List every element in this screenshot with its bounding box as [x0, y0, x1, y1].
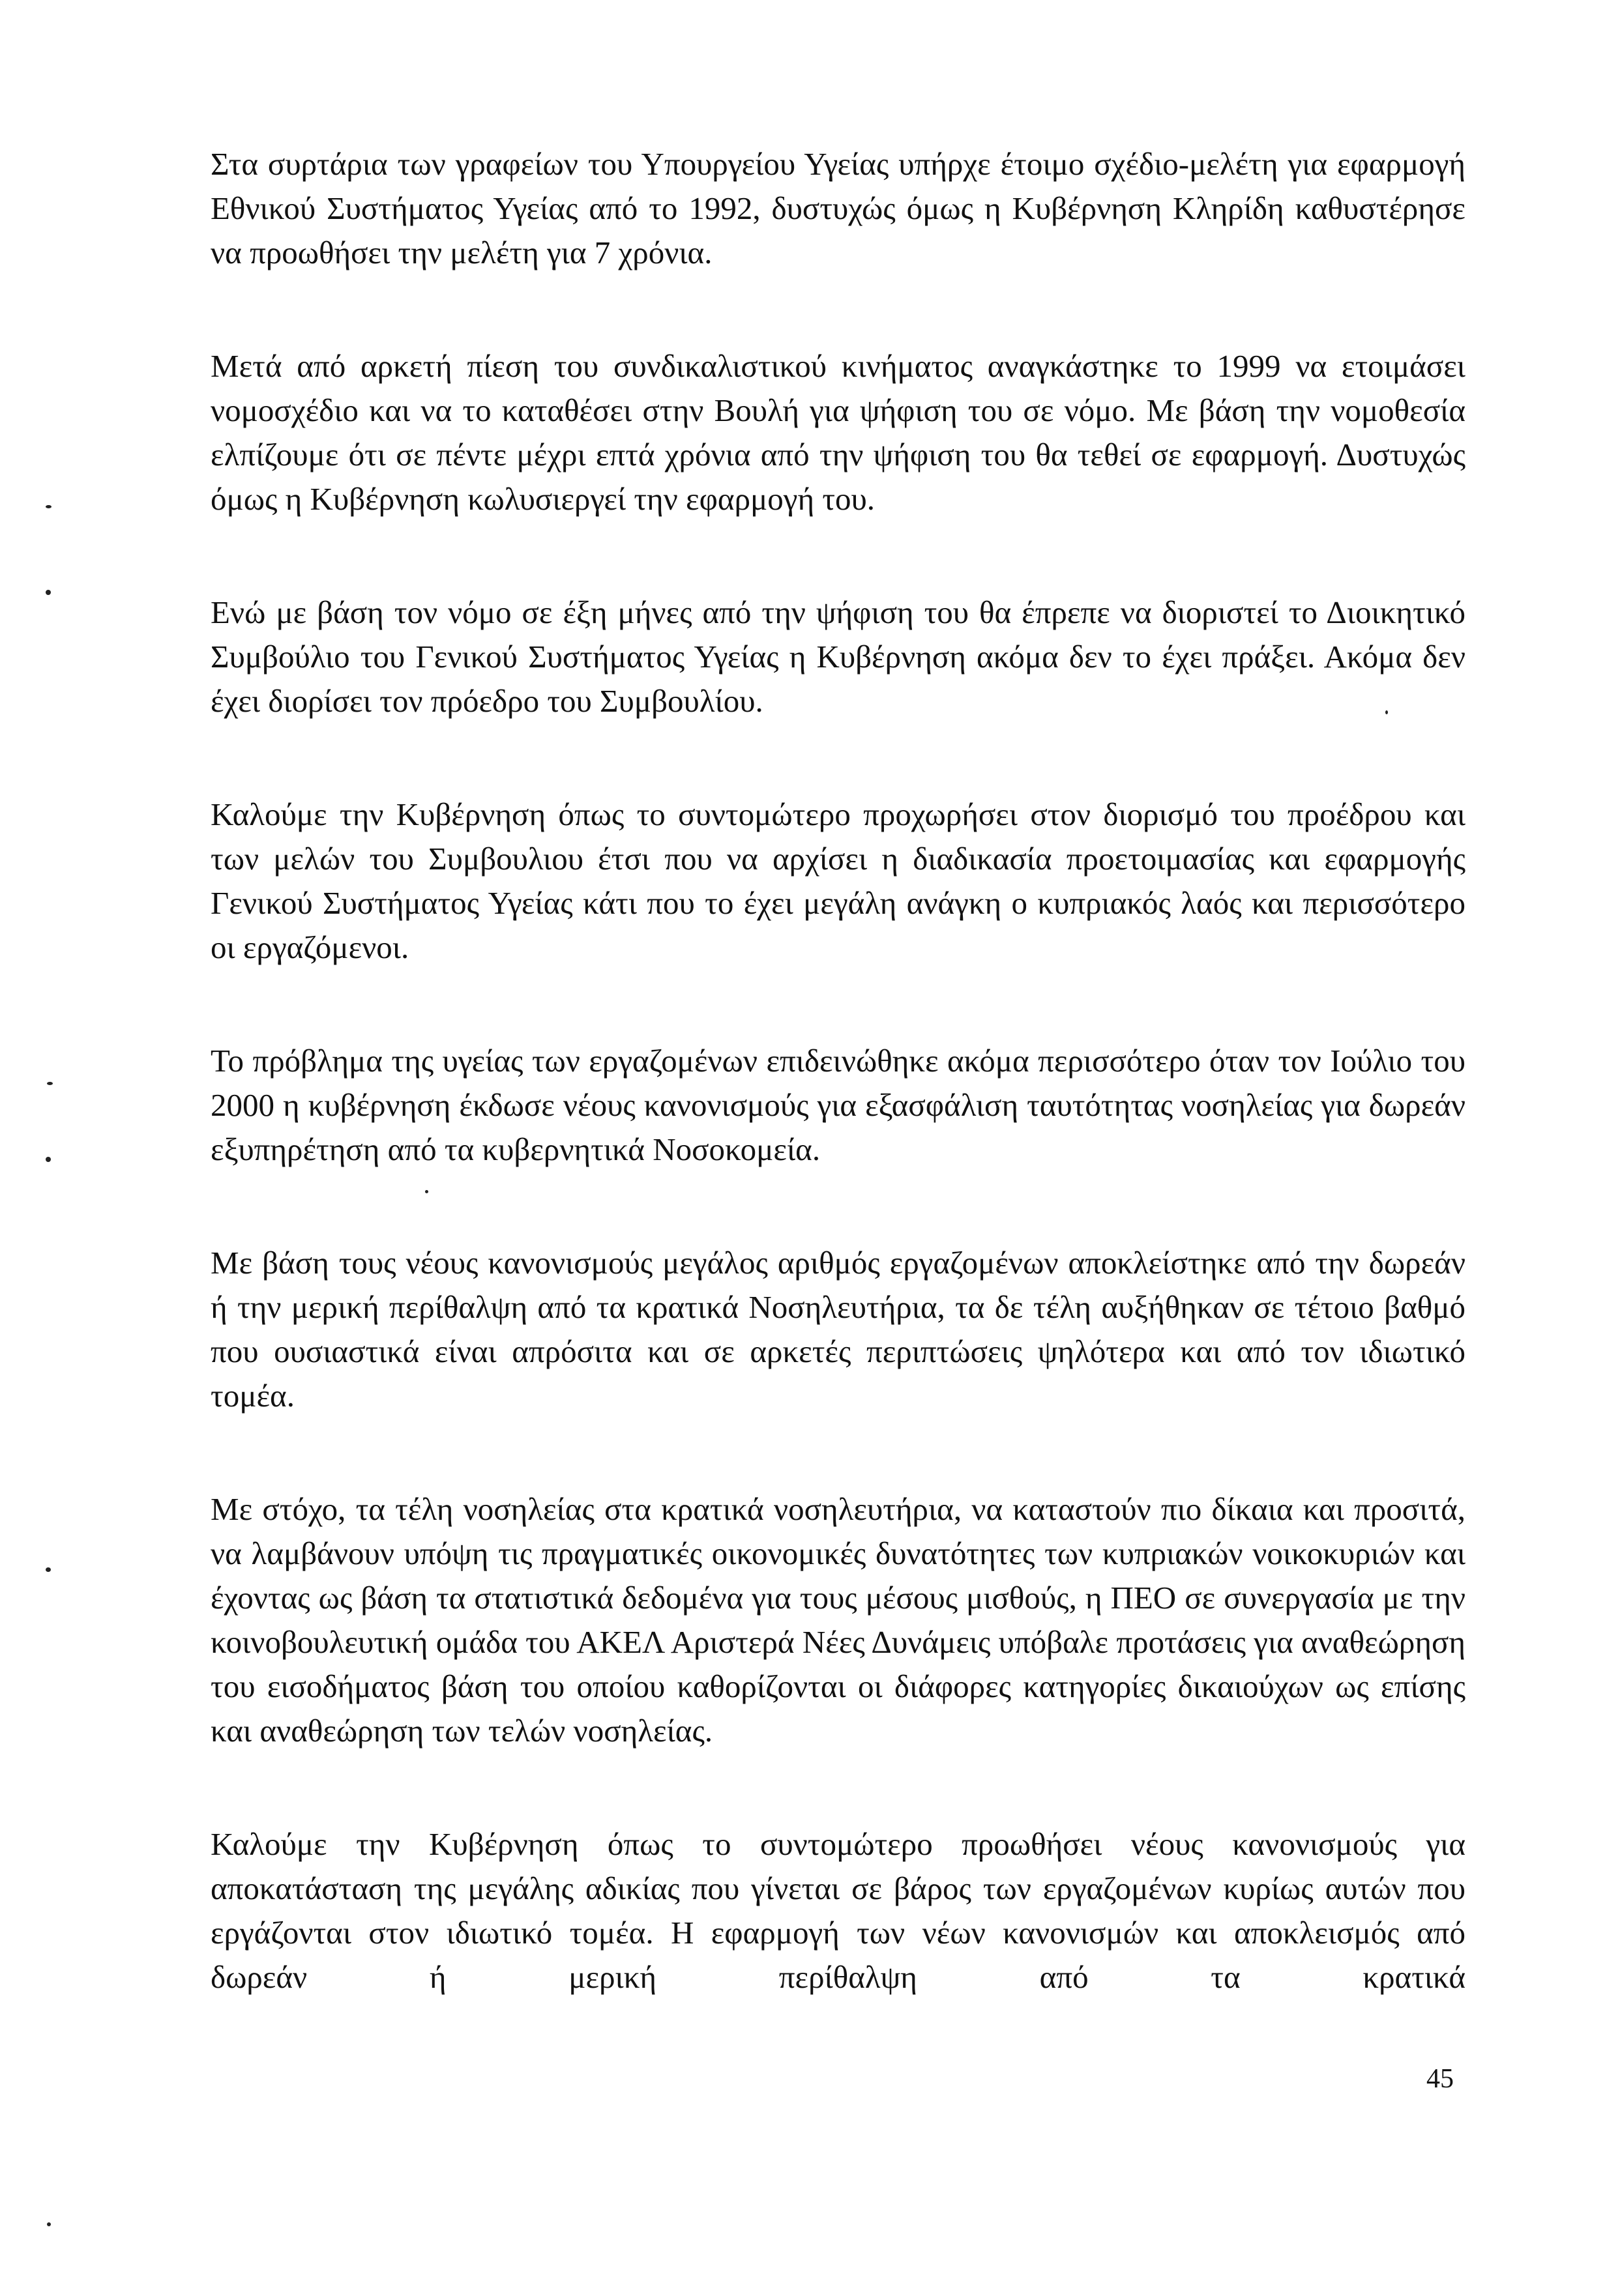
paragraph-7: Με στόχο, τα τέλη νοσηλείας στα κρατικά νοσηλευτήρια, να καταστούν πιο δίκαια και προσιτά, να λαμβάνουν υπόψη τις πραγματικές οικονομικές δυνατότητες των κυπριακών νοικοκυριών και έχοντας ως βάση τα στατιστικά δεδομένα για τους μέσους μισθούς, η ΠΕΟ σε συνεργασία με την κοινοβουλευτική ομάδα του ΑΚΕΛ Αριστερά Νέες Δυνάμεις υπόβαλε προτάσεις για αναθεώρηση του εισοδήματος βάση του οποίου καθορίζονται οι διάφορες κατηγορίες δικαιούχων ως επίσης και αναθεώρηση των τελών νοσηλείας. — [211, 1491, 1465, 1749]
scan-speck — [1385, 710, 1388, 714]
paragraph-4: Καλούμε την Κυβέρνηση όπως το συντομώτερο προχωρήσει στον διορισμό του προέδρου και των μελών του Συμβουλιου έτσι που να αρχίσει η διαδικασία προετοιμασίας και εφαρμογής Γενικού Συστήματος Υγείας κάτι που το έχει μεγάλη ανάγκη ο κυπριακός λαός και περισσότερο οι εργαζόμενοι. — [211, 796, 1465, 965]
body-text — [211, 142, 1465, 1999]
scan-speck — [47, 2222, 51, 2226]
scan-speck — [47, 1082, 53, 1085]
paragraph-6: Με βάση τους νέους κανονισμούς μεγάλος αριθμός εργαζομένων αποκλείστηκε από την δωρεάν ή την μερική περίθαλψη από τα κρατικά Νοσηλευτήρια, τα δε τέλη αυξήθηκαν σε τέτοιο βαθμό που ουσιαστικά είναι απρόσιτα και σε αρκετές περιπτώσεις ψηλότερα και από τον ιδιωτικό τομέα. — [211, 1245, 1465, 1414]
paragraph-1: Στα συρτάρια των γραφείων του Υπουργείου Υγείας υπήρχε έτοιμο σχέδιο-μελέτη για εφαρμογή Εθνικού Συστήματος Υγείας από το 1992, δυστυχώς όμως η Κυβέρνηση Κληρίδη καθυστέρησε να προωθήσει την μελέτη για 7 χρόνια. — [211, 146, 1465, 270]
paragraph-8: Καλούμε την Κυβέρνηση όπως το συντομώτερο προωθήσει νέους κανονισμούς για αποκατάσταση της μεγάλης αδικίας που γίνεται σε βάρος των εργαζομένων κυρίως αυτών που εργάζονται στον ιδιωτικό τομέα. Η εφαρμογή των νέων κανονισμών και αποκλεισμός από δωρεάν ή μερική περίθαλψη από τα κρατικά — [211, 1826, 1465, 1995]
scan-speck — [46, 505, 52, 508]
scan-speck — [46, 1157, 51, 1162]
scan-speck — [46, 1567, 51, 1572]
paragraph-2: Μετά από αρκετή πίεση του συνδικαλιστικού κινήματος αναγκάστηκε το 1999 να ετοιμάσει νομοσχέδιο και να το καταθέσει στην Βουλή για ψήφιση του σε νόμο. Με βάση την νομοθεσία ελπίζουμε ότι σε πέντε μέχρι επτά χρόνια από την ψήφιση του θα τεθεί σε εφαρμογή. Δυστυχώς όμως η Κυβέρνηση κωλυσιεργεί την εφαρμογή του. — [211, 348, 1465, 517]
page-number: 45 — [1426, 2064, 1454, 2094]
paragraph-3: Ενώ με βάση τον νόμο σε έξη μήνες από την ψήφιση του θα έπρεπε να διοριστεί το Διοικητικό Συμβούλιο του Γενικού Συστήματος Υγείας η Κυβέρνηση ακόμα δεν το έχει πράξει. Ακόμα δεν έχει διορίσει τον πρόεδρο του Συμβουλίου. — [211, 594, 1465, 719]
scan-speck — [46, 590, 51, 595]
scan-speck — [425, 1190, 428, 1193]
paragraph-5: Το πρόβλημα της υγείας των εργαζομένων επιδεινώθηκε ακόμα περισσότερο όταν τον Ιούλιο του 2000 η κυβέρνηση έκδωσε νέους κανονισμούς για εξασφάλιση ταυτότητας νοσηλείας για δωρεάν εξυπηρέτηση από τα κυβερνητικά Νοσοκομεία. — [211, 1043, 1465, 1167]
